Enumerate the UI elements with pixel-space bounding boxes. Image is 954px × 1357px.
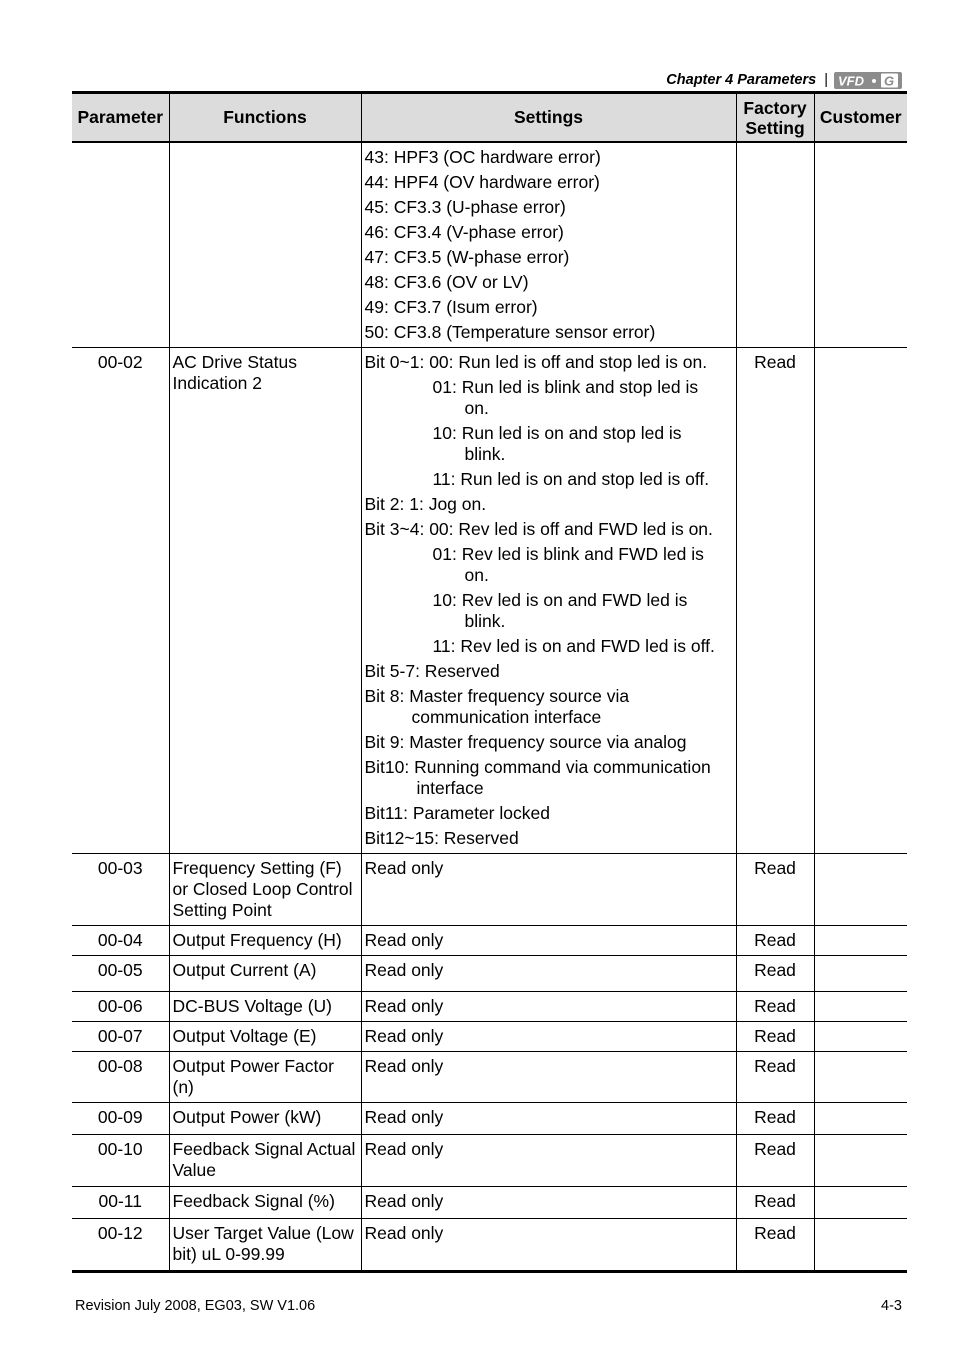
footer-revision: Revision July 2008, EG03, SW V1.06 — [75, 1298, 316, 1314]
setting-line: 01: Rev led is blink and FWD led is on. — [432, 544, 704, 585]
function-cell: AC Drive Status Indication 2 — [169, 348, 361, 854]
setting-line: 11: Rev led is on and FWD led is off. — [432, 636, 715, 656]
customer-cell — [814, 348, 907, 854]
setting-line: Bit 8: Master frequency source via communication interface — [364, 686, 630, 727]
table-row-00-02 — [72, 348, 907, 854]
customer-cell — [814, 1135, 907, 1187]
factory-cell: Read — [736, 992, 814, 1022]
param-cell: 00-11 — [72, 1187, 169, 1219]
setting-line: 50: CF3.8 (Temperature sensor error) — [364, 322, 656, 342]
function-cell: Output Power Factor (n) — [169, 1052, 361, 1103]
parameter-table — [72, 91, 907, 1273]
customer-cell — [814, 1052, 907, 1103]
setting-line: Bit10: Running command via communication interface — [364, 757, 711, 798]
setting-line: Bit 2: 1: Jog on. — [364, 494, 487, 514]
table-row-00-08 — [72, 1052, 907, 1103]
setting-line: 11: Run led is on and stop led is off. — [432, 469, 710, 489]
table-row-00-04 — [72, 926, 907, 956]
factory-cell: Read — [736, 1135, 814, 1187]
settings-cell: Read only — [361, 1103, 736, 1135]
settings-cell — [361, 142, 736, 348]
setting-line: 01: Run led is blink and stop led is on. — [432, 377, 699, 418]
settings-cell: Read only — [361, 926, 736, 956]
setting-line: Bit12~15: Reserved — [364, 828, 519, 848]
setting-line: 10: Rev led is on and FWD led is blink. — [432, 590, 688, 631]
settings-cell: Read only — [361, 1219, 736, 1272]
customer-cell — [814, 992, 907, 1022]
settings-cell: Read only — [361, 1135, 736, 1187]
param-cell: 00-02 — [72, 348, 169, 854]
setting-line: 44: HPF4 (OV hardware error) — [364, 172, 600, 192]
customer-cell — [814, 854, 907, 926]
table-row-00-06 — [72, 992, 907, 1022]
factory-cell — [736, 142, 814, 348]
customer-cell — [814, 1022, 907, 1052]
factory-cell: Read — [736, 348, 814, 854]
customer-cell — [814, 1103, 907, 1135]
setting-line: 10: Run led is on and stop led is blink. — [432, 423, 682, 464]
chapter-title: Chapter 4 Parameters — [666, 72, 817, 88]
settings-cell: Read only — [361, 1187, 736, 1219]
customer-cell — [814, 142, 907, 348]
customer-cell — [814, 1187, 907, 1219]
page-header — [666, 70, 902, 90]
column-header-parameter: Parameter — [72, 93, 169, 143]
vfd-g-logo — [834, 72, 902, 89]
table-row-00-10 — [72, 1135, 907, 1187]
factory-cell: Read — [736, 1187, 814, 1219]
svg-text:G: G — [884, 73, 895, 88]
setting-line: 46: CF3.4 (V-phase error) — [364, 222, 564, 242]
column-header-customer: Customer — [814, 93, 907, 143]
param-cell: 00-06 — [72, 992, 169, 1022]
settings-cell — [361, 348, 736, 854]
table-row-00-12 — [72, 1219, 907, 1272]
param-cell: 00-03 — [72, 854, 169, 926]
setting-line: 43: HPF3 (OC hardware error) — [364, 147, 601, 167]
factory-cell: Read — [736, 926, 814, 956]
param-cell: 00-05 — [72, 956, 169, 992]
factory-cell: Read — [736, 956, 814, 992]
factory-cell: Read — [736, 1022, 814, 1052]
setting-line: Bit11: Parameter locked — [364, 803, 550, 823]
factory-cell: Read — [736, 1052, 814, 1103]
settings-cell: Read only — [361, 854, 736, 926]
customer-cell — [814, 1219, 907, 1272]
factory-cell: Read — [736, 1103, 814, 1135]
customer-cell — [814, 956, 907, 992]
param-cell: 00-08 — [72, 1052, 169, 1103]
param-cell: 00-10 — [72, 1135, 169, 1187]
header-separator: | — [824, 72, 828, 88]
function-cell: DC-BUS Voltage (U) — [169, 992, 361, 1022]
param-cell — [72, 142, 169, 348]
setting-line: Bit 0~1: 00: Run led is off and stop led is on. — [364, 352, 708, 372]
table-header-row — [72, 93, 907, 143]
setting-line: Bit 5-7: Reserved — [364, 661, 500, 681]
function-cell: Feedback Signal (%) — [169, 1187, 361, 1219]
setting-line: 49: CF3.7 (Isum error) — [364, 297, 538, 317]
table-row-00-11 — [72, 1187, 907, 1219]
customer-cell — [814, 926, 907, 956]
column-header-settings: Settings — [361, 93, 736, 143]
function-cell — [169, 142, 361, 348]
setting-line: Bit 9: Master frequency source via analog — [364, 732, 687, 752]
table-row-00-03 — [72, 854, 907, 926]
setting-line: 45: CF3.3 (U-phase error) — [364, 197, 566, 217]
param-cell: 00-12 — [72, 1219, 169, 1272]
param-cell: 00-07 — [72, 1022, 169, 1052]
function-cell: Output Frequency (H) — [169, 926, 361, 956]
factory-cell: Read — [736, 854, 814, 926]
function-cell: Frequency Setting (F) or Closed Loop Control Setting Point — [169, 854, 361, 926]
function-cell: Feedback Signal Actual Value — [169, 1135, 361, 1187]
settings-cell: Read only — [361, 956, 736, 992]
function-cell: Output Power (kW) — [169, 1103, 361, 1135]
settings-cell: Read only — [361, 1022, 736, 1052]
param-cell: 00-04 — [72, 926, 169, 956]
column-header-functions: Functions — [169, 93, 361, 143]
param-cell: 00-09 — [72, 1103, 169, 1135]
setting-line: 48: CF3.6 (OV or LV) — [364, 272, 529, 292]
function-cell: User Target Value (Low bit) uL 0-99.99 — [169, 1219, 361, 1272]
table-row-00-09 — [72, 1103, 907, 1135]
setting-line: Bit 3~4: 00: Rev led is off and FWD led is on. — [364, 519, 713, 539]
footer-page-number: 4-3 — [881, 1298, 902, 1314]
function-cell: Output Current (A) — [169, 956, 361, 992]
table-row-00-05 — [72, 956, 907, 992]
function-cell: Output Voltage (E) — [169, 1022, 361, 1052]
table-row-continuation — [72, 142, 907, 348]
factory-cell: Read — [736, 1219, 814, 1272]
column-header-factory-setting: Factory Setting — [736, 93, 814, 143]
settings-cell: Read only — [361, 992, 736, 1022]
settings-cell: Read only — [361, 1052, 736, 1103]
setting-line: 47: CF3.5 (W-phase error) — [364, 247, 570, 267]
table-row-00-07 — [72, 1022, 907, 1052]
svg-text:VFD: VFD — [838, 73, 864, 88]
